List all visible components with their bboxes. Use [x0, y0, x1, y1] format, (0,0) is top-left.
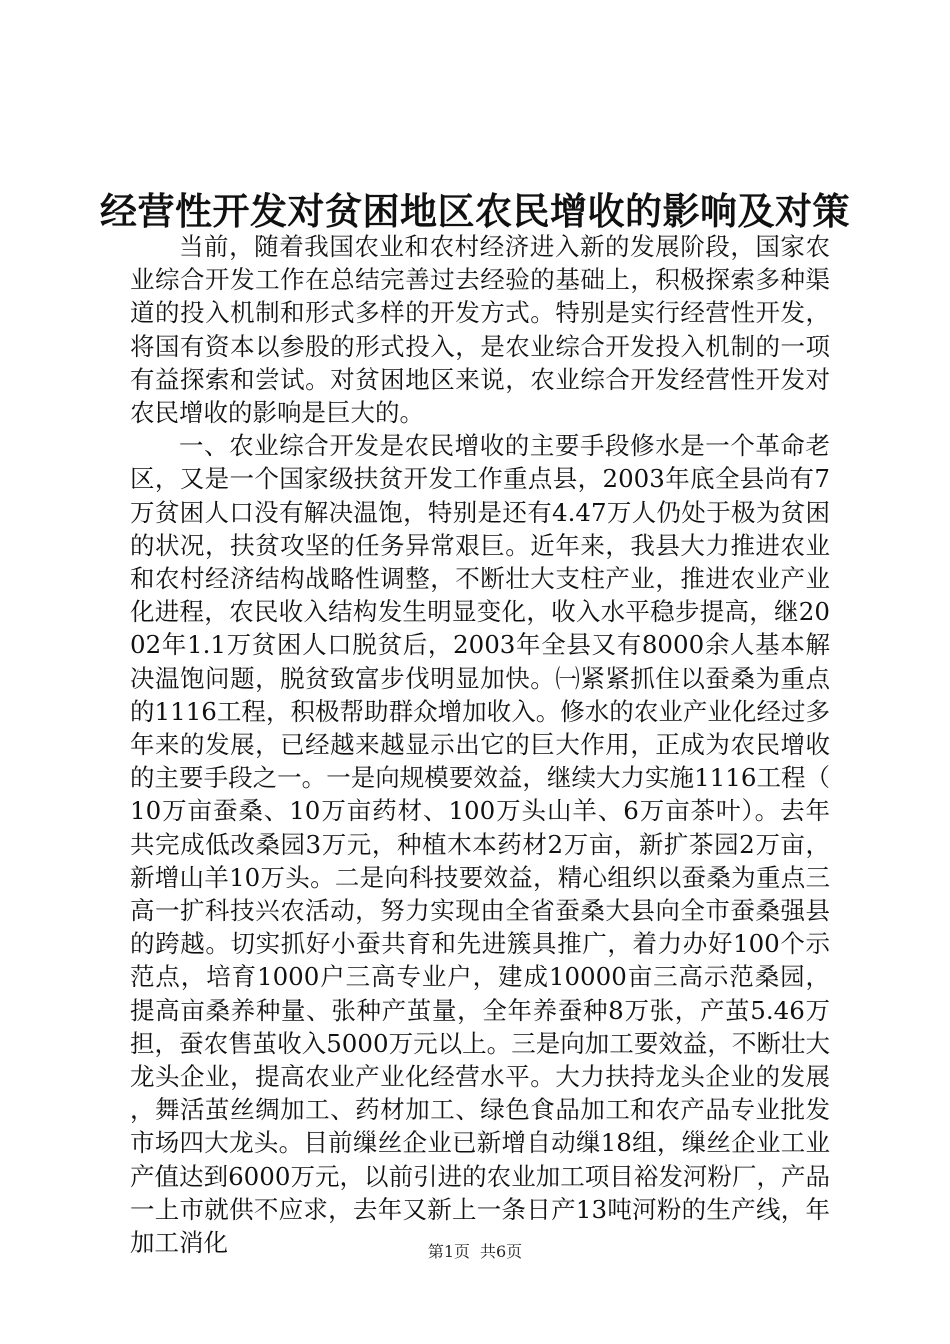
section-one-paragraph: 一、农业综合开发是农民增收的主要手段修水是一个革命老区，又是一个国家级扶贫开发工作重点县，2003年底全县尚有7万贫困人口没有解决温饱，特别是还有4.47万人仍处于极为贫困的状况，扶贫攻坚的任务异常艰巨。近年来，我县大力推进农业和农村经济结构战略性调整，不断壮大支柱产业，推进农业产业化进程，农民收入结构发生明显变化，收入水平稳步提高，继2002年1.1万贫困人口脱贫后，2003年全县又有8000余人基本解决温饱问题，脱贫致富步伐明显加快。㈠紧紧抓住以蚕桑为重点的1116工程，积极帮助群众增加收入。修水的农业产业化经过多年来的发展，已经越来越显示出它的巨大作用，正成为农民增收的主要手段之一。一是向规模要效益，继续大力实施1116工程（10万亩蚕桑、10万亩药材、100万头山羊、6万亩茶叶）。去年共完成低改桑园3万元，种植木本药材2万亩，新扩茶园2万亩，新增山羊10万头。二是向科技要效益，精心组织以蚕桑为重点三高一扩科技兴农活动，努力实现由全省蚕桑大县向全市蚕桑强县的跨越。切实抓好小蚕共育和先进簇具推广，着力办好100个示范点，培育1000户三高专业户，建成10000亩三高示范桑园，提高亩桑养种量、张种产茧量，全年养蚕种8万张，产茧5.46万担，蚕农售茧收入5000万元以上。三是向加工要效益，不断壮大龙头企业，提高农业产业化经营水平。大力扶持龙头企业的发展，舞活茧丝绸加工、药材加工、绿色食品加工和农产品专业批发市场四大龙头。目前缫丝企业已新增自动缫18组，缫丝企业工业产值达到6000万元，以前引进的农业加工项目裕发河粉厂，产品一上市就供不应求，去年又新上一条日产13吨河粉的生产线，年加工消化 — [130, 431, 830, 1258]
document-title: 经营性开发对贫困地区农民增收的影响及对策 — [100, 189, 850, 233]
page-number: 第1页 — [427, 1242, 470, 1261]
page-footer — [0, 1241, 950, 1263]
page-total: 共6页 — [480, 1242, 523, 1261]
intro-paragraph: 当前，随着我国农业和农村经济进入新的发展阶段，国家农业综合开发工作在总结完善过去经验的基础上，积极探索多种渠道的投入机制和形式多样的开发方式。特别是实行经营性开发，将国有资本以参股的形式投入，是农业综合开发投入机制的一项有益探索和尝试。对贫困地区来说，农业综合开发经营性开发对农民增收的影响是巨大的。 — [130, 232, 830, 428]
